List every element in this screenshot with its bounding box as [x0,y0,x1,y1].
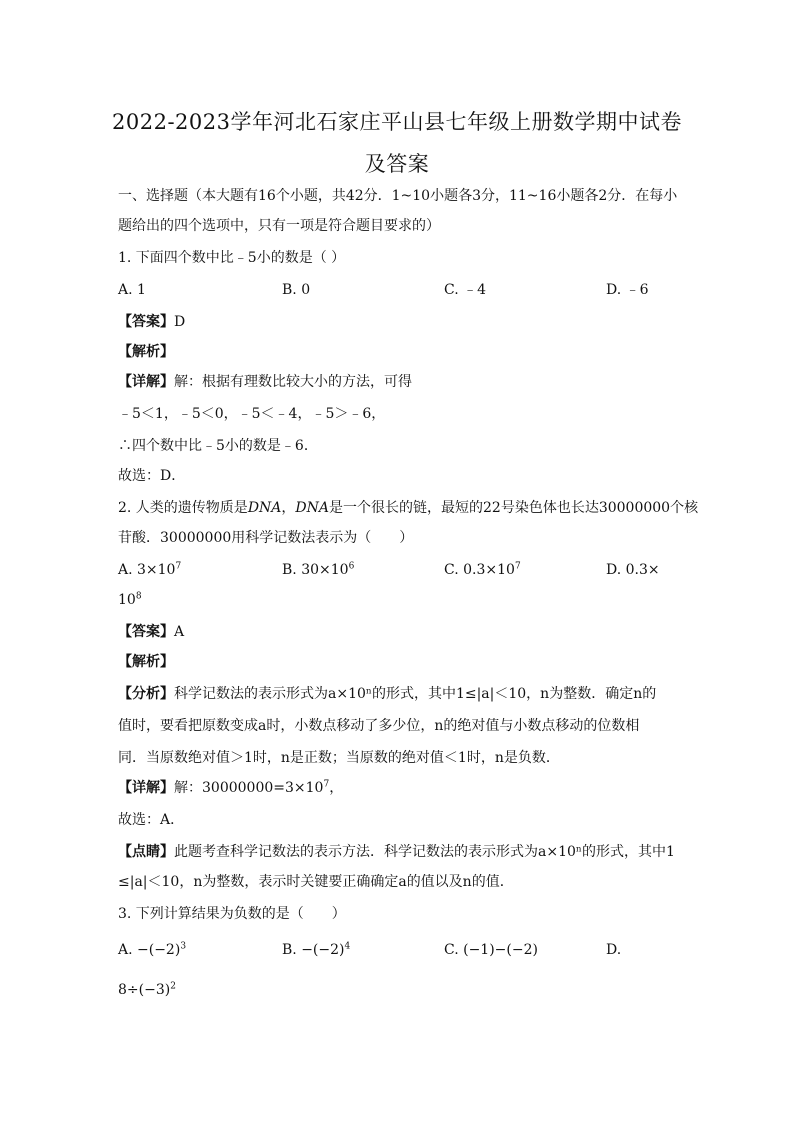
q2-option-d-continued [118,590,142,610]
q2-option-a [118,560,181,580]
q2-stem-text-a: 2. 人类的遗传物质是 [118,500,248,516]
q3-option-d: D. [606,942,622,958]
q2-dianjing-label: 【点睛】 [118,844,174,860]
q2-detail-end: ， [329,780,344,796]
q2-fenxi-text-1: 科学记数法的表示形式为a×10ⁿ的形式，其中1≤|a|＜10，n为整数．确定n的 [174,686,657,702]
q2-stem-text-e: 是一个很长的链，最短的22号染色体也长达30000000个核 [329,500,699,516]
q1-work-line: ﹣5＜1，﹣5＜0，﹣5＜﹣4，﹣5＞﹣6， [118,406,386,422]
q1-detail-text: 解：根据有理数比较大小的方法，可得 [174,374,412,390]
q3-option-b-exp: 4 [344,941,351,952]
q2-option-a-base: A. 3×10 [118,562,176,578]
q1-choice: 故选：D． [118,468,186,484]
q2-fenxi-line-3: 同．当原数绝对值＞1时，n是正数；当原数的绝对值＜1时，n是负数． [118,750,560,766]
q2-option-d-cont-exp: 8 [135,591,142,602]
q2-analysis-label: 【解析】 [118,654,174,670]
q2-option-b-base: B. 30×10 [282,562,349,578]
q1-stem: 1. 下面四个数中比﹣5小的数是（ ） [118,250,346,266]
q1-detail [118,372,678,392]
q2-answer-value: A [174,624,185,640]
q3-option-b [282,940,350,960]
section-heading-line-1: 一、选择题（本大题有16个小题，共42分．1~10小题各3分，11~16小题各2分．在每小 [118,188,678,204]
q1-option-d: D. ﹣6 [606,282,649,298]
q3-option-a-base: A. −(−2) [118,942,181,958]
q2-choice: 故选：A． [118,812,185,828]
q2-dianjing-line-1 [118,842,678,862]
q2-stem-comma: ， [281,500,296,516]
q2-answer [118,622,678,642]
q3-option-b-base: B. −(−2) [282,942,345,958]
q2-detail-exp: 7 [323,779,330,790]
q2-stem-line-1 [118,498,699,518]
q2-option-b [282,560,354,580]
q2-answer-label: 【答案】 [118,624,174,640]
q3-option-d-cont-base: 8÷(−3) [118,982,171,998]
q2-option-c-base: C. 0.3×10 [444,562,515,578]
q2-detail-base: 解：30000000=3×10 [174,780,324,796]
q1-analysis-label: 【解析】 [118,344,174,360]
q2-option-a-exp: 7 [175,561,182,572]
document-title-line-2: 及答案 [364,152,430,176]
q1-answer-label: 【答案】 [118,314,174,330]
q1-detail-label: 【详解】 [118,374,174,390]
q2-option-b-exp: 6 [348,561,355,572]
q1-option-c: C. ﹣4 [444,282,487,298]
q3-option-a-exp: 3 [180,941,187,952]
q2-stem-dna-2: DNA [295,500,329,516]
q2-dianjing-line-2: ≤|a|＜10，n为整数，表示时关键要正确确定a的值以及n的值． [118,874,514,890]
q3-option-c: C. (−1)−(−2) [444,942,538,958]
q2-stem-dna-1: DNA [247,500,282,516]
q1-option-a: A. 1 [118,282,146,298]
q2-option-d: D. 0.3× [606,562,660,578]
q2-stem-line-2: 苷酸．30000000用科学记数法表示为（ ） [118,530,414,546]
q3-option-a [118,940,186,960]
q2-option-c [444,560,521,580]
q1-option-b: B. 0 [282,282,311,298]
q2-fenxi-line-1 [118,684,678,704]
q1-answer [118,312,678,332]
q2-detail-label: 【详解】 [118,780,174,796]
q2-detail [118,778,678,798]
q3-stem: 3. 下列计算结果为负数的是（ ） [118,906,346,922]
document-title-line-1: 2022-2023学年河北石家庄平山县七年级上册数学期中试卷 [112,110,682,134]
q2-fenxi-line-2: 值时，要看把原数变成a时，小数点移动了多少位，n的绝对值与小数点移动的位数相 [118,718,640,734]
q2-option-c-exp: 7 [514,561,521,572]
q3-option-d-cont-exp: 2 [170,981,176,992]
section-heading-line-2: 题给出的四个选项中，只有一项是符合题目要求的） [118,218,440,234]
q2-dianjing-text-1: 此题考查科学记数法的表示方法．科学记数法的表示形式为a×10ⁿ的形式，其中1 [174,844,675,860]
q2-option-d-cont-base: 10 [118,592,136,608]
q3-option-d-continued [118,980,176,1000]
q1-answer-value: D [174,314,186,330]
q2-fenxi-label: 【分析】 [118,686,174,702]
q1-conclusion: ∴四个数中比﹣5小的数是﹣6． [118,438,318,454]
